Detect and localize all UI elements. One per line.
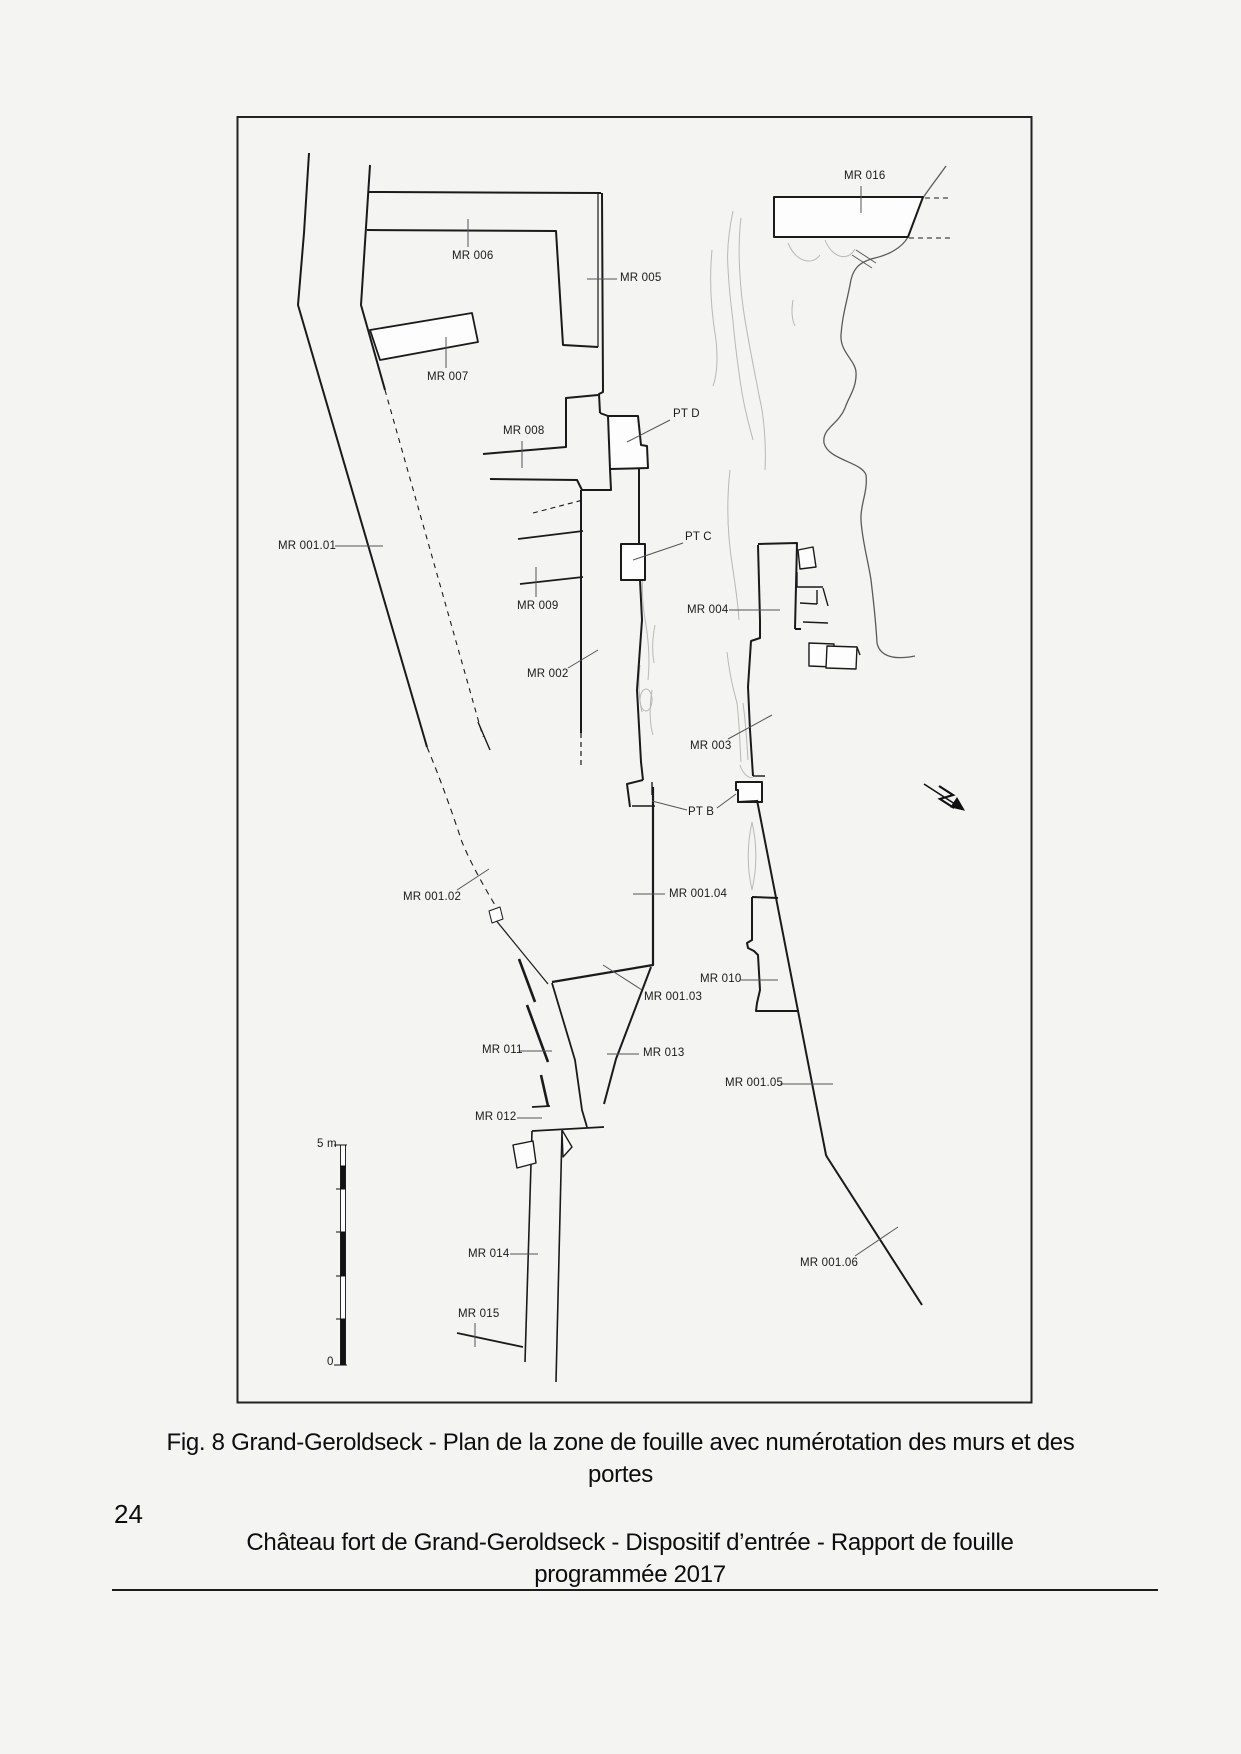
label-leader-lines	[335, 186, 898, 1347]
plan-label-pt-d: PT D	[673, 408, 700, 420]
plan-label-mr-001-06: MR 001.06	[800, 1257, 859, 1269]
plan-label-pt-c: PT C	[685, 531, 712, 543]
plan-label-mr-011: MR 011	[482, 1044, 523, 1056]
terrain-bold-edge	[824, 166, 946, 658]
walls-group	[298, 153, 953, 1382]
plan-label-mr-007: MR 007	[427, 371, 469, 383]
figure-border	[238, 117, 1032, 1403]
plan-label-mr-008: MR 008	[503, 425, 545, 437]
plan-label-mr-003: MR 003	[690, 740, 732, 752]
report-footer-line2: programmée 2017	[534, 1561, 726, 1588]
plan-label-mr-001-03: MR 001.03	[644, 991, 703, 1003]
plan-label-mr-013: MR 013	[643, 1047, 685, 1059]
plan-label-scale-zero: 0	[327, 1356, 334, 1368]
north-arrow-icon	[924, 784, 964, 810]
report-footer-line1: Château fort de Grand-Geroldseck - Dispositif d’entrée - Rapport de fouille	[246, 1529, 1014, 1556]
plan-label-pt-b: PT B	[688, 806, 715, 818]
scale-bar	[334, 1145, 347, 1365]
plan-label-mr-016: MR 016	[844, 170, 886, 182]
plan-label-mr-010: MR 010	[700, 973, 742, 985]
footer-divider-rule	[112, 1589, 1158, 1591]
plan-label-mr-001-05: MR 001.05	[725, 1077, 784, 1089]
plan-label-mr-012: MR 012	[475, 1111, 517, 1123]
plan-label-scale-top: 5 m	[317, 1138, 337, 1150]
figure-caption-line1: Fig. 8 Grand-Geroldseck - Plan de la zone de fouille avec numérotation des murs et des	[166, 1429, 1075, 1456]
plan-label-mr-005: MR 005	[620, 272, 662, 284]
page-number: 24	[114, 1499, 143, 1529]
plan-label-mr-014: MR 014	[468, 1248, 510, 1260]
plan-label-mr-004: MR 004	[687, 604, 729, 616]
plan-label-mr-006: MR 006	[452, 250, 494, 262]
report-footer	[120, 1527, 1140, 1591]
plan-label-mr-001-02: MR 001.02	[403, 891, 462, 903]
figure-caption	[0, 1427, 1241, 1491]
plan-label-mr-002: MR 002	[527, 668, 569, 680]
plan-label-mr-001-04: MR 001.04	[669, 888, 728, 900]
plan-label-mr-009: MR 009	[517, 600, 559, 612]
figure-caption-line2: portes	[588, 1461, 653, 1488]
plan-label-mr-001-01: MR 001.01	[278, 540, 337, 552]
plan-label-mr-015: MR 015	[458, 1308, 500, 1320]
